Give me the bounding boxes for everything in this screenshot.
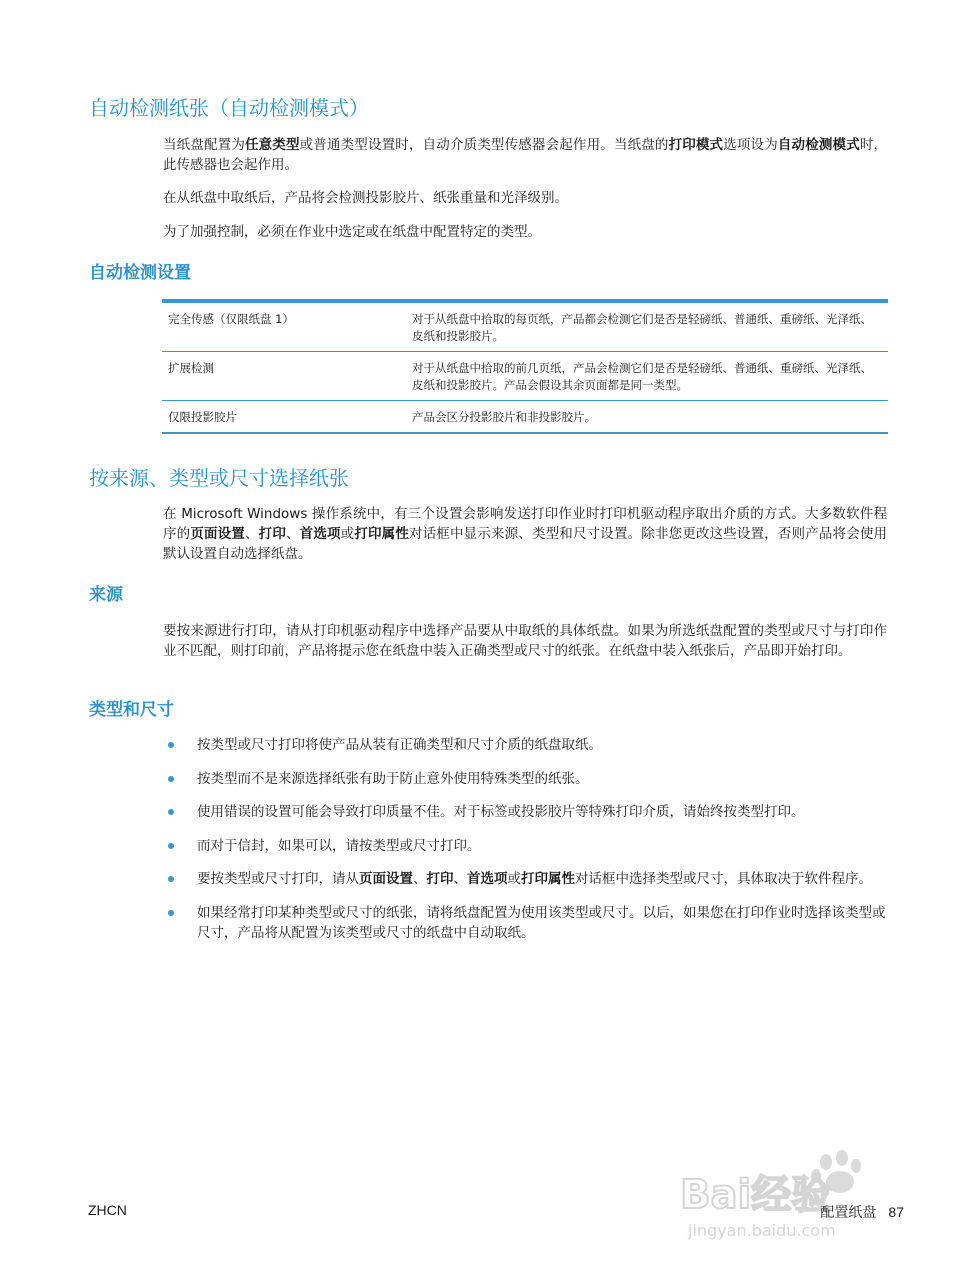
bullet-icon <box>168 910 174 916</box>
watermark-url: jingyan.baidu.com <box>688 1221 836 1240</box>
auto-sense-settings-table <box>162 299 888 434</box>
subsection-title-source: 来源 <box>89 585 123 605</box>
paragraph-select-paper-intro: 在 Microsoft Windows 操作系统中，有三个设置会影响发送打印作业时打印机驱动程序取出介质的方式。大多数软件程序的页面设置、打印、首选项或打印属性对话框中显示来源、类型和尺寸设置。除非您更改这些设置，否则产品将会使用默认设置自动选择纸盘。 <box>163 506 888 562</box>
list-item: 使用错误的设置可能会导致打印质量不佳。对于标签或投影胶片等特殊打印介质，请始终按类型打印。 <box>163 802 889 822</box>
table-row <box>162 301 888 352</box>
section-title-select-paper: 按来源、类型或尺寸选择纸张 <box>89 466 349 490</box>
bullet-icon <box>168 742 174 748</box>
setting-desc-cell: 对于从纸盘中拾取的每页纸，产品都会检测它们是否是轻磅纸、普通纸、重磅纸、光泽纸、皮纸和投影胶片。 <box>406 301 888 352</box>
setting-name-cell: 扩展检测 <box>162 352 406 401</box>
setting-desc-cell: 产品会区分投影胶片和非投影胶片。 <box>406 401 888 434</box>
paragraph-source: 要按来源进行打印，请从打印机驱动程序中选择产品要从中取纸的具体纸盘。如果为所选纸盘配置的类型或尺寸与打印作业不匹配，则打印前，产品将提示您在纸盘中装入正确类型或尺寸的纸张。在纸盘中装入纸张后，产品即开始打印。 <box>163 623 887 659</box>
baidu-jingyan-watermark <box>676 1148 906 1243</box>
paragraph-auto-sense-intro: 当纸盘配置为任意类型或普通类型设置时，自动介质类型传感器会起作用。当纸盘的打印模式选项设为自动检测模式时，此传感器也会起作用。 <box>163 137 888 173</box>
list-item: 如果经常打印某种类型或尺寸的纸张，请将纸盘配置为使用该类型或尺寸。以后，如果您在打印作业时选择该类型或尺寸，产品将从配置为该类型或尺寸的纸盘中自动取纸。 <box>163 903 889 943</box>
setting-name-cell: 仅限投影胶片 <box>162 401 406 434</box>
table-row <box>162 401 888 434</box>
bullet-icon <box>168 876 174 882</box>
bullet-icon <box>168 809 174 815</box>
footer-page-info <box>820 1202 904 1222</box>
setting-name-cell: 完全传感（仅限纸盘 1） <box>162 301 406 352</box>
table-row <box>162 352 888 401</box>
footer-locale: ZHCN <box>88 1202 127 1218</box>
paragraph-detection: 在从纸盘中取纸后，产品将会检测投影胶片、纸张重量和光泽级别。 <box>163 190 568 206</box>
footer-chapter: 配置纸盘 <box>820 1205 877 1221</box>
type-size-bullet-list <box>163 735 889 956</box>
page-number: 87 <box>888 1204 904 1220</box>
watermark-brand: Bai经验 <box>680 1172 832 1218</box>
setting-desc-cell: 对于从纸盘中拾取的前几页纸，产品会检测它们是否是轻磅纸、普通纸、重磅纸、光泽纸、皮纸和投影胶片。产品会假设其余页面都是同一类型。 <box>406 352 888 401</box>
section-title-auto-sense: 自动检测纸张（自动检测模式） <box>89 96 369 120</box>
list-item: 按类型或尺寸打印将使产品从装有正确类型和尺寸介质的纸盘取纸。 <box>163 735 889 755</box>
subsection-title-auto-sense-settings: 自动检测设置 <box>89 263 191 283</box>
bullet-icon <box>168 843 174 849</box>
bullet-icon <box>168 776 174 782</box>
list-item: 要按类型或尺寸打印，请从页面设置、打印、首选项或打印属性对话框中选择类型或尺寸，具体取决于软件程序。 <box>163 869 889 889</box>
subsection-title-type-size: 类型和尺寸 <box>89 700 174 720</box>
paragraph-control: 为了加强控制，必须在作业中选定或在纸盘中配置特定的类型。 <box>163 224 541 240</box>
list-item: 而对于信封，如果可以，请按类型或尺寸打印。 <box>163 836 889 856</box>
list-item: 按类型而不是来源选择纸张有助于防止意外使用特殊类型的纸张。 <box>163 769 889 789</box>
